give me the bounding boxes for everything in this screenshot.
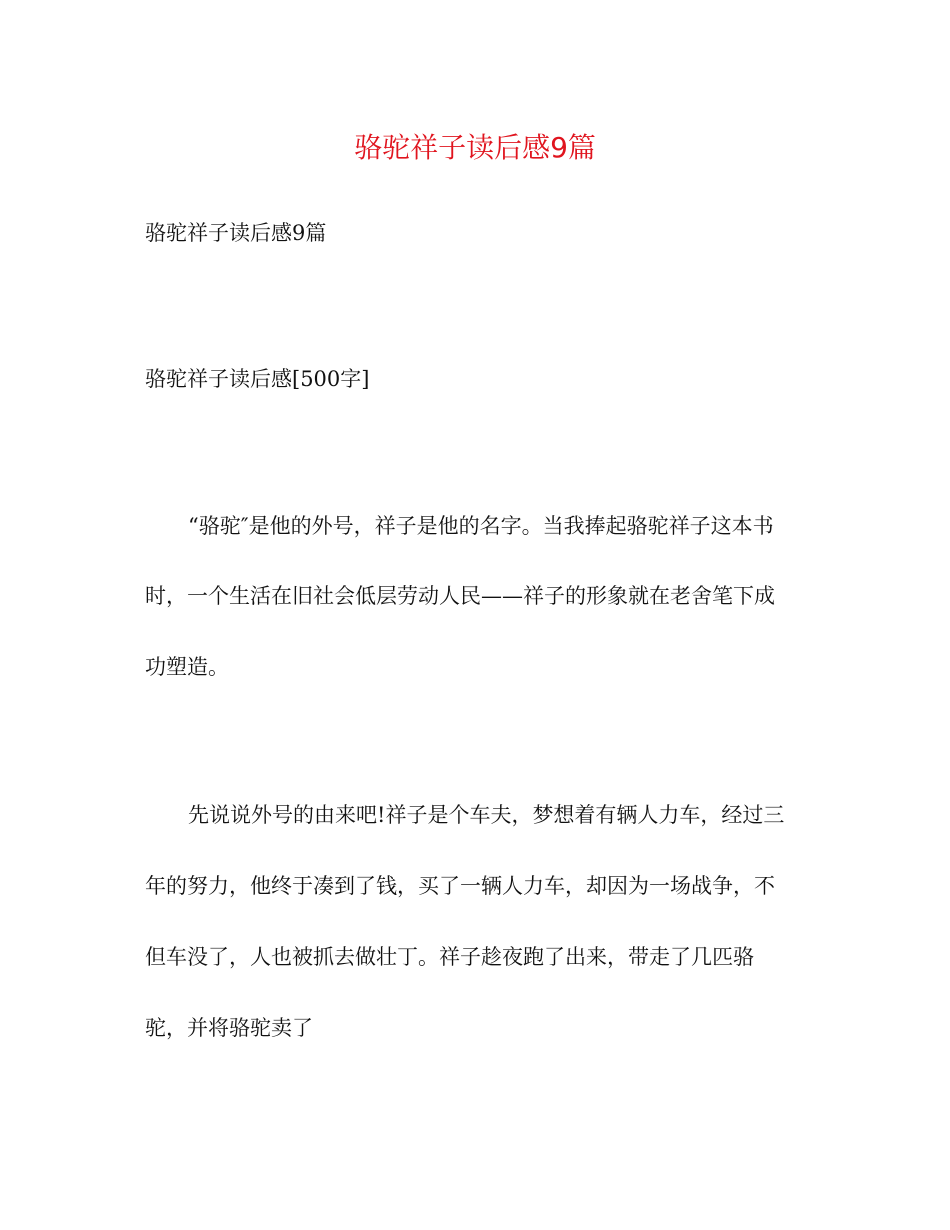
paragraph-line: 年的努力，他终于凑到了钱，买了一辆人力车，却因为一场战争，不 bbox=[145, 874, 775, 898]
document-title: 骆驼祥子读后感9篇 bbox=[354, 131, 596, 164]
paragraph-line: 驼，并将骆驼卖了 bbox=[145, 1016, 313, 1040]
paragraph-line: 先说说外号的由来吧!祥子是个车夫，梦想着有辆人力车，经过三 bbox=[188, 803, 785, 827]
paragraph-line: “骆驼″是他的外号，祥子是他的名字。当我捧起骆驼祥子这本书 bbox=[188, 514, 774, 538]
section-heading: 骆驼祥子读后感[500字] bbox=[145, 367, 370, 391]
document-subtitle: 骆驼祥子读后感9篇 bbox=[145, 221, 327, 245]
paragraph-line: 时，一个生活在旧社会低层劳动人民——祥子的形象就在老舍笔下成 bbox=[145, 584, 775, 608]
paragraph-line: 功塑造。 bbox=[145, 655, 229, 679]
paragraph-line: 但车没了，人也被抓去做壮丁。祥子趁夜跑了出来，带走了几匹骆 bbox=[145, 945, 754, 969]
